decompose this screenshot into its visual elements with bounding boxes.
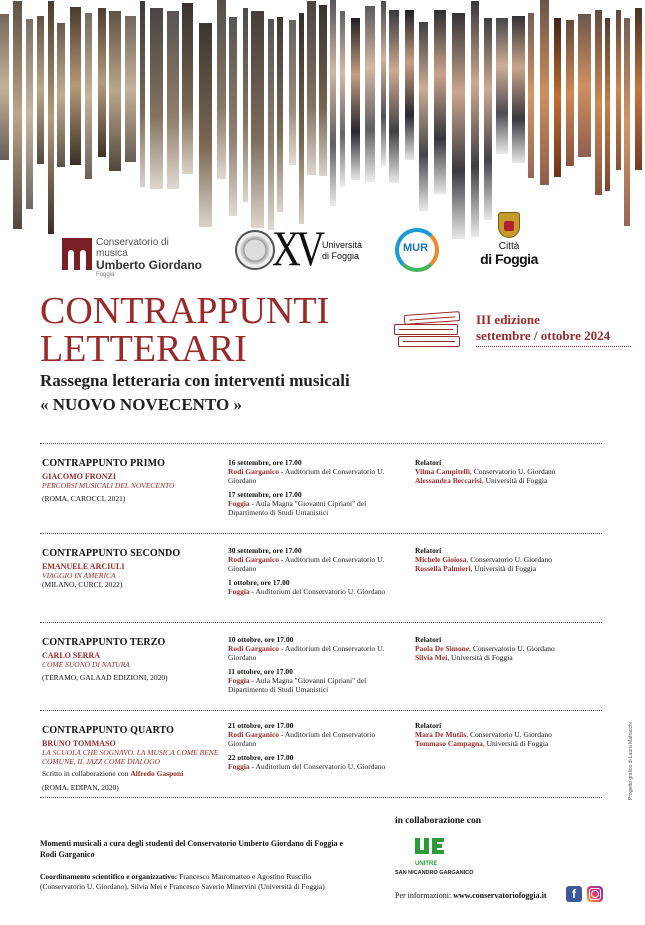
info-label: Per informazioni: — [395, 891, 452, 900]
speaker-name: Tommaso Campagna — [415, 739, 483, 748]
page-subtitle: Rassegna letteraria con interventi musicali — [40, 371, 350, 390]
banner-stripe — [48, 1, 54, 234]
conservatorio-mark-icon — [62, 238, 92, 270]
musical-moments-note: Momenti musicali a cura degli studenti del Conservatorio Umberto Giordano di Foggia e Rodi Garganico — [40, 839, 344, 859]
banner-stripe — [277, 17, 283, 212]
event-entry — [228, 635, 398, 662]
unitre-mark-icon — [415, 838, 447, 860]
conservatorio-small-text: Conservatorio di musica — [96, 237, 169, 259]
coordination-text: Francesco Matromatteo e Agostino Ruscillo (Conservatorio U. Giordano), Silvia Mei e Francesco Saverio Minervini (Università di Foggia) — [40, 872, 325, 891]
speaker-affiliation: , Università di Foggia — [470, 564, 537, 573]
speaker-affiliation: , Università di Foggia — [481, 476, 548, 485]
banner-stripe — [182, 3, 193, 174]
speakers-label: Relatori — [415, 546, 442, 555]
banner-stripe — [0, 14, 9, 160]
program-section — [40, 622, 602, 710]
event-detail: - Auditorium del Conservatorio U. Giordano — [249, 762, 386, 771]
conservatorio-name: Umberto Giordano — [96, 258, 203, 272]
speaker-affiliation: , Conservatorio U. Giordano — [469, 644, 555, 653]
banner-stripe — [243, 8, 248, 202]
banner-stripe — [452, 13, 465, 239]
program-section — [40, 710, 602, 797]
event-date: 1 ottobre, ore 17.00 — [228, 578, 290, 587]
banner-stripe — [595, 10, 602, 195]
banner-stripe — [471, 1, 479, 237]
event-place: Foggia — [228, 676, 250, 685]
speaker-name: Rossella Palmieri — [415, 564, 471, 573]
event-entry — [228, 490, 398, 517]
program-section — [40, 533, 602, 623]
event-date: 16 settembre, ore 17.00 — [228, 458, 302, 467]
banner-stripe — [635, 8, 642, 170]
section-author: BRUNO TOMMASO — [42, 739, 116, 748]
speakers-list — [415, 635, 605, 662]
mur-logo[interactable] — [393, 228, 447, 272]
banner-stripe — [405, 10, 414, 160]
event-place: Foggia — [228, 762, 250, 771]
banner-stripe — [229, 17, 237, 216]
banner-stripe — [496, 18, 508, 154]
section-title: CONTRAPPUNTO SECONDO — [42, 548, 181, 559]
title-line-2: LETTERARI — [40, 328, 247, 370]
note-coauthor: Alfredo Gasponi — [130, 769, 184, 778]
event-date: 30 settembre, ore 17.00 — [228, 546, 302, 555]
instagram-icon[interactable] — [587, 886, 603, 902]
event-entry — [228, 458, 398, 485]
conservatorio-city: Foggia — [96, 271, 115, 278]
section-note — [42, 769, 183, 778]
banner-stripe — [389, 10, 399, 183]
speaker-name: Paola De Simone — [415, 644, 470, 653]
section-book: COME SUONO DI NATURA — [42, 660, 130, 669]
banner-photo-stripes — [0, 0, 645, 245]
unitre-logo[interactable] — [393, 838, 483, 880]
speakers-list — [415, 458, 605, 485]
section-title: CONTRAPPUNTO QUARTO — [42, 725, 175, 736]
speaker-affiliation: , Conservatorio U. Giordano — [466, 555, 553, 564]
banner-stripe — [307, 1, 316, 175]
event-detail: - Auditorium del Conservatorio U. Giordano — [228, 555, 385, 573]
banner-stripe — [26, 19, 33, 209]
series-name: « NUOVO NOVECENTO » — [40, 395, 242, 414]
citta-foggia-logo[interactable] — [478, 212, 548, 284]
foggia-city-label: Città — [498, 241, 520, 252]
section-publisher: (ROMA, EDIPAN, 2020) — [42, 783, 119, 792]
banner-stripe — [217, 0, 226, 179]
event-date: 17 settembre, ore 17.00 — [228, 490, 302, 499]
banner-stripe — [419, 22, 428, 211]
section-book: PERCORSI MUSICALI DEL NOVECENTO — [42, 481, 175, 490]
event-date: 11 ottobre, ore 17.00 — [228, 667, 293, 676]
banner-stripe — [199, 23, 212, 227]
banner-stripe — [37, 16, 44, 164]
banner-stripe — [109, 11, 121, 171]
edition-divider — [476, 346, 631, 347]
event-entry — [228, 578, 398, 596]
banner-stripe — [616, 10, 621, 170]
section-author: CARLO SERRA — [42, 651, 101, 660]
speakers-label: Relatori — [415, 635, 442, 644]
speakers-list — [415, 546, 605, 573]
title-line-1: CONTRAPPUNTI — [40, 290, 330, 332]
event-date: 22 ottobre, ore 17.00 — [228, 753, 294, 762]
speakers-list — [415, 721, 605, 748]
banner-stripe — [13, 1, 22, 229]
event-place: Rodi Garganico — [228, 730, 280, 739]
books-icon — [390, 313, 466, 349]
banner-stripe — [540, 0, 549, 185]
event-place: Foggia — [228, 587, 250, 596]
banner-stripe — [289, 20, 296, 165]
speaker-affiliation: , Conservatorio U. Giordano — [469, 467, 556, 476]
event-detail: - Auditorium del Conservatorio U. Giordano — [249, 587, 386, 596]
xv-mark-icon: XV — [272, 220, 321, 276]
partner-logos — [0, 210, 645, 285]
section-author: EMANUELE ARCIULI — [42, 562, 125, 571]
banner-stripe — [578, 14, 591, 157]
banner-stripe — [512, 16, 525, 163]
page-title — [40, 292, 329, 368]
collaboration-label: in collaborazione con — [395, 816, 482, 826]
coordination-note — [40, 872, 340, 892]
event-detail: - Auditorium del Conservatorio U. Giordano — [228, 644, 385, 662]
speakers-label: Relatori — [415, 721, 442, 730]
speaker-name: Vilma Campitelli — [415, 467, 470, 476]
banner-stripe — [57, 23, 65, 167]
universita-foggia-logo[interactable] — [272, 220, 372, 280]
design-credit: Progetto grafico di Laura Matracchi — [628, 722, 634, 800]
note-prefix: Scritto in collaborazione con — [42, 769, 131, 778]
banner-stripe — [554, 18, 561, 177]
speaker-name: Mara De Mutiis — [415, 730, 467, 739]
banner-stripe — [319, 5, 327, 176]
event-entry — [228, 753, 398, 771]
banner-stripe — [381, 1, 386, 166]
section-title: CONTRAPPUNTO PRIMO — [42, 458, 166, 469]
speaker-affiliation: , Università di Foggia — [482, 739, 549, 748]
banner-stripe — [150, 8, 163, 189]
universita-line1: Università — [322, 240, 363, 250]
banner-stripe — [624, 18, 630, 226]
banner-stripe — [85, 13, 92, 179]
event-date: 21 ottobre, ore 17.00 — [228, 721, 294, 730]
event-place: Foggia — [228, 499, 250, 508]
banner-stripe — [340, 11, 345, 187]
banner-stripe — [330, 0, 336, 206]
speaker-name: Michele Gioiosa — [415, 555, 467, 564]
event-entry — [228, 546, 398, 573]
banner-stripe — [299, 13, 304, 224]
section-publisher: (MILANO, CURCI, 2022) — [42, 580, 123, 589]
banner-stripe — [434, 10, 446, 194]
event-entry — [228, 721, 398, 748]
section-title: CONTRAPPUNTO TERZO — [42, 637, 166, 648]
event-place: Rodi Garganico — [228, 555, 280, 564]
section-author: GIACOMO FRONZI — [42, 472, 116, 481]
coordination-label: Coordinamento scientifico e organizzativo: — [40, 872, 178, 881]
universita-line2: di Foggia — [322, 251, 360, 261]
event-entry — [228, 667, 398, 694]
foggia-name-label: di Foggia — [480, 251, 538, 267]
mur-text: MUR — [403, 242, 429, 254]
edition-number: III edizione — [476, 312, 540, 327]
banner-stripe — [125, 16, 136, 162]
info-line — [395, 891, 547, 900]
banner-stripe — [167, 11, 179, 189]
banner-stripe — [351, 18, 360, 180]
unitre-location: SAN NICANDRO GARGANICO — [395, 870, 474, 876]
edition-months: settembre / ottobre 2024 — [476, 328, 611, 343]
speaker-affiliation: , Conservatorio U. Giordano — [466, 730, 552, 739]
program-section — [40, 443, 602, 533]
event-detail: - Auditorium del Conservatorio U. Giordano — [228, 467, 385, 485]
banner-stripe — [566, 20, 574, 166]
foggia-crest-icon — [498, 212, 520, 238]
banner-stripe — [484, 18, 492, 220]
event-place: Rodi Garganico — [228, 644, 280, 653]
event-detail: - Aula Magna "Giovanni Cipriani" del Dipartimento di Studi Umanistici — [228, 499, 367, 517]
speakers-label: Relatori — [415, 458, 442, 467]
website-link[interactable]: www.conservatoriofoggia.it — [451, 891, 547, 900]
event-detail: - Auditorium del Conservatorio Giordano — [228, 730, 376, 748]
university-seal-icon — [235, 230, 275, 270]
banner-stripe — [365, 6, 375, 182]
banner-stripe — [70, 7, 81, 165]
section-publisher: (TERAMO, GALAAD EDIZIONI, 2020) — [42, 673, 168, 682]
banner-collage — [0, 0, 645, 245]
banner-stripe — [605, 18, 610, 191]
speaker-name: Silvia Mei — [415, 653, 448, 662]
conservatorio-logo[interactable] — [62, 238, 202, 276]
section-publisher: (ROMA, CAROCCI, 2021) — [42, 494, 126, 503]
speaker-name: Alessandra Beccarisi — [415, 476, 482, 485]
section-book: VIAGGIO IN AMERICA — [42, 571, 116, 580]
unitre-name: UNITRE — [415, 861, 438, 867]
event-date: 10 ottobre, ore 17.00 — [228, 635, 294, 644]
event-place: Rodi Garganico — [228, 467, 280, 476]
banner-stripe — [268, 19, 274, 230]
facebook-icon[interactable]: f — [566, 886, 582, 902]
event-detail: - Aula Magna "Giovanni Cipriani" del Dipartimento di Studi Umanistici — [228, 676, 367, 694]
banner-stripe — [98, 8, 106, 157]
program-end-divider — [40, 797, 602, 798]
section-book: LA SCUOLA CHE SOGNAVO. LA MUSICA COME BENE COMUNE, IL JAZZ COME DIALOGO — [42, 748, 219, 766]
edition-info — [476, 312, 610, 344]
banner-stripe — [528, 13, 534, 178]
speaker-affiliation: , Università di Foggia — [447, 653, 513, 662]
banner-stripe — [140, 1, 145, 187]
banner-stripe — [251, 11, 264, 228]
